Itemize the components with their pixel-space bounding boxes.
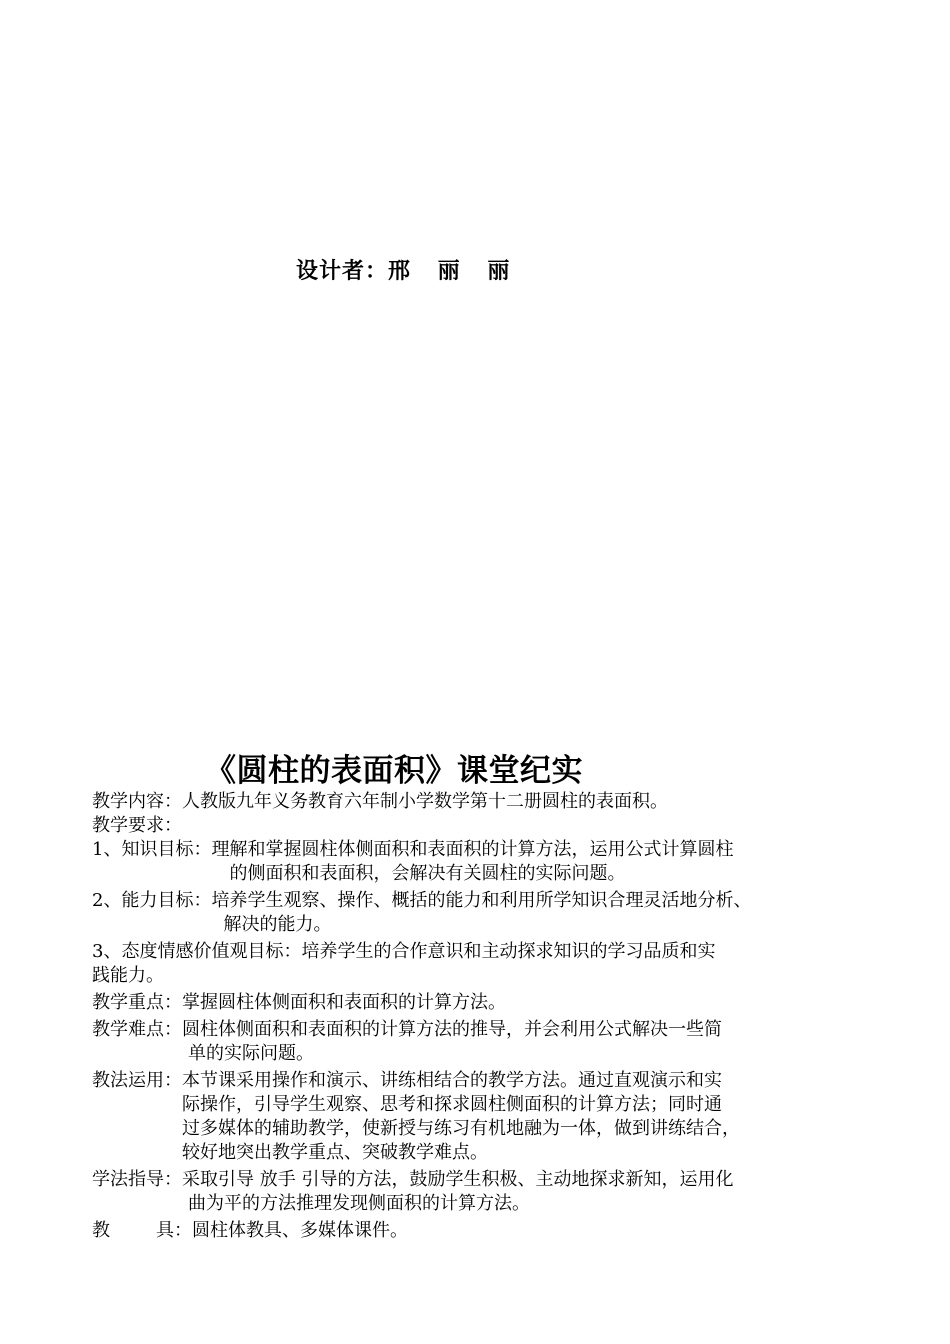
designer-name: 邢 丽 丽 (388, 259, 520, 284)
key-point-row (92, 991, 882, 1015)
ability-goal-line-1: 培养学生观察、操作、概括的能力和利用所学知识合理灵活地分析、 (211, 890, 752, 911)
document-title: 《圆柱的表面积》课堂纪实 (205, 753, 583, 789)
knowledge-goal-line-2: 的侧面积和表面积，会解决有关圆柱的实际问题。 (229, 863, 626, 884)
key-point-text: 掌握圆柱体侧面积和表面积的计算方法。 (182, 992, 506, 1013)
ability-goal-row (92, 889, 882, 937)
teaching-method-line-3: 过多媒体的辅助教学，使新授与练习有机地融为一体，做到讲练结合， (182, 1118, 740, 1139)
difficulty-label: 教学难点： (92, 1019, 182, 1040)
teaching-content-text: 人教版九年义务教育六年制小学数学第十二册圆柱的表面积。 (182, 791, 668, 812)
teaching-tools-text: 圆柱体教具、多媒体课件。 (192, 1220, 408, 1241)
attitude-goal-line-2: 践能力。 (92, 965, 164, 986)
teaching-requirements-label: 教学要求： (92, 815, 182, 836)
learning-method-label: 学法指导： (92, 1169, 182, 1190)
teaching-method-line-1: 本节课采用操作和演示、讲练相结合的教学方法。通过直观演示和实 (182, 1070, 722, 1091)
knowledge-goal-row (92, 838, 882, 886)
teaching-method-text (182, 1069, 882, 1165)
designer-line (296, 254, 519, 285)
learning-method-row (92, 1168, 882, 1216)
designer-label: 设计者： (296, 259, 389, 284)
ability-goal-text (211, 889, 882, 937)
difficulty-row (92, 1018, 882, 1066)
teaching-method-line-4: 较好地突出教学重点、突破教学难点。 (182, 1142, 488, 1163)
ability-goal-label: 2、能力目标： (92, 890, 212, 911)
teaching-tools-label-a: 教 (92, 1220, 110, 1241)
teaching-tools-label (92, 1219, 192, 1243)
difficulty-line-1: 圆柱体侧面积和表面积的计算方法的推导，并会利用公式解决一些简 (182, 1019, 722, 1040)
knowledge-goal-label: 1、知识目标： (92, 839, 212, 860)
teaching-content-label: 教学内容： (92, 791, 182, 812)
attitude-goal-line-1: 3、态度情感价值观目标：培养学生的合作意识和主动探求知识的学习品质和实 (92, 941, 716, 962)
attitude-goal-block (92, 940, 882, 988)
teaching-method-label: 教法运用： (92, 1070, 182, 1091)
difficulty-line-2: 单的实际问题。 (188, 1043, 314, 1064)
teaching-content-row (92, 790, 882, 814)
key-point-label: 教学重点： (92, 992, 182, 1013)
ability-goal-line-2: 解决的能力。 (223, 914, 332, 935)
learning-method-text (182, 1168, 882, 1216)
learning-method-line-2: 曲为平的方法推理发现侧面积的计算方法。 (188, 1193, 530, 1214)
teaching-method-row (92, 1069, 882, 1165)
knowledge-goal-line-1: 理解和掌握圆柱体侧面积和表面积的计算方法，运用公式计算圆柱 (211, 839, 734, 860)
learning-method-line-1: 采取引导 放手 引导的方法，鼓励学生积极、主动地探求新知，运用化 (182, 1169, 734, 1190)
teaching-tools-label-b: 具： (156, 1220, 192, 1241)
knowledge-goal-text (211, 838, 882, 886)
lesson-plan-body (92, 790, 882, 1243)
difficulty-text (182, 1018, 882, 1066)
teaching-method-line-2: 际操作，引导学生观察、思考和探求圆柱侧面积的计算方法；同时通 (182, 1094, 722, 1115)
teaching-tools-row (92, 1219, 882, 1243)
